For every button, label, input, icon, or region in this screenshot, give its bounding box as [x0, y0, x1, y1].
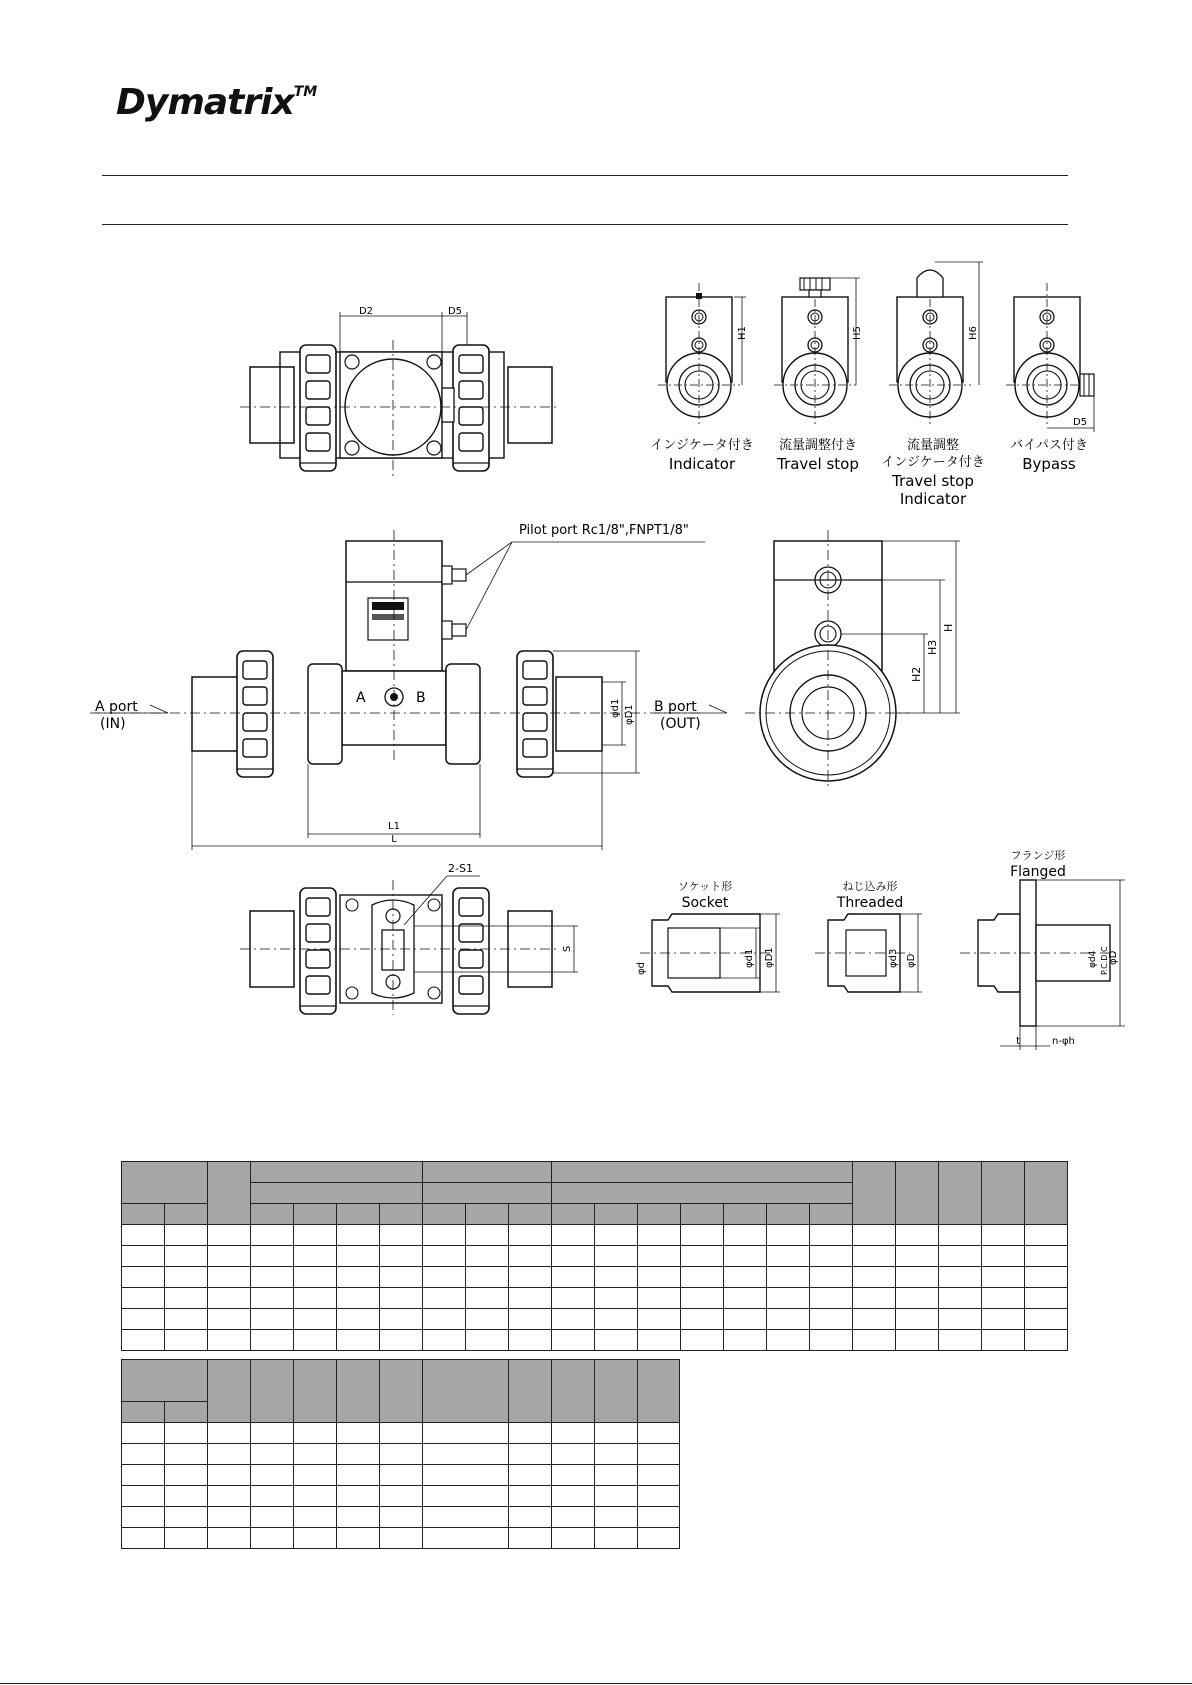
- threaded-detail: [815, 914, 922, 992]
- dim-D-flanged: φD: [1108, 950, 1119, 965]
- dim-d5-bypass: D5: [1073, 417, 1088, 428]
- dim-l: L: [391, 834, 397, 845]
- dim-h5: H5: [852, 326, 863, 340]
- a-port-direction: (IN): [100, 716, 126, 732]
- dim-d2: D2: [358, 306, 374, 317]
- dim-nh: n-φh: [1052, 1036, 1075, 1047]
- variant-indicator-en: Indicator: [668, 455, 736, 473]
- threaded-jp: ねじ込み形: [842, 880, 898, 893]
- bottom-view: [240, 876, 578, 1015]
- dim-h: H: [942, 623, 955, 632]
- variant-travel-stop-indicator-view: [889, 262, 983, 425]
- dim-pcd: P.C.D.C: [1100, 946, 1109, 975]
- b-port-label: B port: [654, 699, 697, 715]
- dim-D-threaded: φD: [906, 953, 917, 968]
- variant-tsi-jp1: 流量調整: [906, 438, 960, 453]
- socket-en: Socket: [681, 895, 729, 911]
- dim-d-socket: φd: [636, 962, 647, 975]
- page-bottom-rule: [0, 1683, 1192, 1684]
- dim-l1: L1: [388, 821, 400, 832]
- dim-d1-small: φd1: [610, 698, 621, 718]
- dim-D1-socket: φD1: [764, 947, 775, 968]
- dim-D1: φD1: [624, 704, 635, 725]
- socket-detail: [640, 914, 780, 992]
- mark-b: B: [416, 690, 426, 706]
- dim-s1: 2-S1: [448, 862, 473, 875]
- b-port-direction: (OUT): [660, 716, 701, 732]
- dimension-table-1: [121, 1161, 1068, 1351]
- flanged-jp: フランジ形: [1010, 849, 1066, 862]
- variant-travel-stop-en: Travel stop: [777, 455, 859, 473]
- variant-bypass-jp: バイパス付き: [1010, 438, 1088, 453]
- side-view: [745, 530, 960, 790]
- dim-d1-socket: φd1: [744, 948, 755, 968]
- a-port-label: A port: [95, 699, 138, 715]
- variant-tsi-en1: Travel stop: [892, 472, 974, 490]
- dim-h2: H2: [910, 666, 923, 682]
- brand-name: Dymatrix: [116, 82, 294, 123]
- variant-bypass-en: Bypass: [1022, 455, 1076, 473]
- dim-h1: H1: [737, 326, 748, 340]
- pilot-port-label: Pilot port Rc1/8",FNPT1/8": [519, 523, 689, 538]
- socket-jp: ソケット形: [677, 880, 733, 893]
- variant-indicator-jp: インジケータ付き: [650, 438, 754, 453]
- threaded-en: Threaded: [836, 895, 904, 911]
- dim-d4: φd4: [1088, 950, 1098, 968]
- dim-h6: H6: [968, 326, 979, 340]
- dim-s: S: [562, 945, 573, 952]
- variant-travel-stop-jp: 流量調整付き: [778, 438, 858, 453]
- dim-d3: φd3: [888, 948, 899, 968]
- mark-a: A: [356, 690, 366, 706]
- front-view: [90, 530, 727, 850]
- variant-bypass-view: [1006, 283, 1094, 432]
- flanged-en: Flanged: [1010, 864, 1066, 880]
- top-view-upper: [240, 312, 560, 478]
- variant-tsi-en2: Indicator: [899, 490, 967, 508]
- dimension-table-2: [121, 1359, 680, 1549]
- trademark: TM: [293, 84, 318, 100]
- dim-d5-top: D5: [447, 306, 463, 317]
- dim-h3: H3: [926, 639, 939, 655]
- variant-tsi-jp2: インジケータ付き: [881, 455, 985, 470]
- variant-indicator-view: [658, 283, 746, 425]
- dim-t: t: [1016, 1036, 1020, 1047]
- variant-travel-stop-view: [774, 278, 860, 425]
